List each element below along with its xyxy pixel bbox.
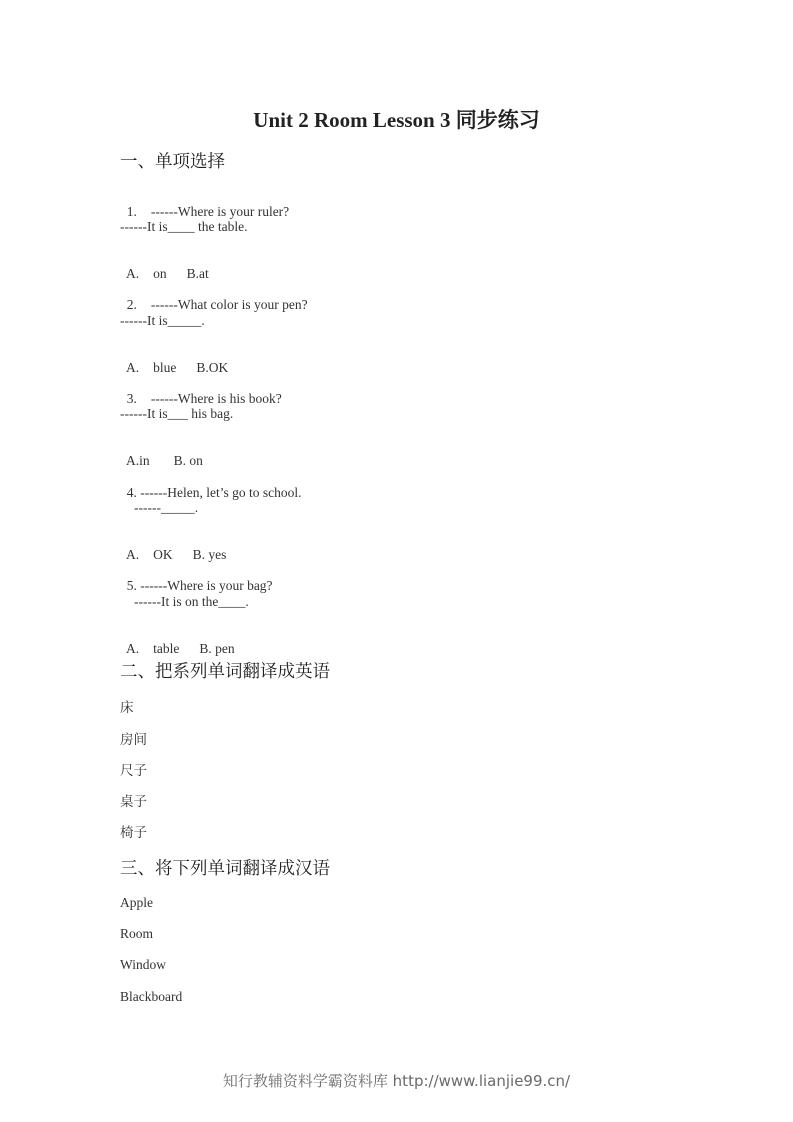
question-text: ------Where is your bag? [140, 578, 273, 593]
option-a: on [153, 266, 167, 281]
list-item: 尺子 [120, 763, 147, 779]
option-a: table [153, 641, 180, 656]
option-b: B. on [173, 453, 203, 468]
answer-line-3: ------It is___ his bag. [120, 406, 234, 421]
question-2 [120, 281, 308, 313]
option-a-label: A. [126, 547, 140, 562]
question-number: 3. [126, 391, 137, 406]
answer-line-5: ------It is on the____. [134, 594, 249, 609]
list-item: Window [120, 957, 166, 972]
question-number: 5. [126, 578, 137, 593]
question-number: 2. [126, 297, 137, 312]
question-text: ------What color is your pen? [150, 297, 308, 312]
section-heading-translate-to-chinese: 三、将下列单词翻译成汉语 [120, 859, 330, 879]
option-b: B.at [186, 266, 209, 281]
page-title: Unit 2 Room Lesson 3 同步练习 [253, 108, 540, 132]
option-b: B. pen [199, 641, 235, 656]
question-1 [120, 188, 289, 220]
list-item: 床 [120, 700, 134, 716]
question-text: ------Where is his book? [150, 391, 282, 406]
question-3 [120, 375, 282, 407]
question-4 [120, 469, 301, 501]
option-a-label: A.in [126, 453, 150, 468]
question-number: 4. [126, 485, 137, 500]
options-3 [120, 437, 203, 469]
question-text: ------Helen, let’s go to school. [140, 485, 302, 500]
option-a-label: A. [126, 641, 140, 656]
answer-line-4: ------_____. [134, 500, 199, 515]
option-a-label: A. [126, 266, 140, 281]
options-1 [120, 250, 209, 282]
list-item: 椅子 [120, 825, 147, 841]
section-heading-single-choice: 一、单项选择 [120, 152, 225, 172]
option-b: B.OK [196, 360, 229, 375]
options-5 [120, 625, 235, 657]
options-2 [120, 344, 228, 376]
list-item: Apple [120, 895, 153, 910]
section-heading-translate-to-english: 二、把系列单词翻译成英语 [120, 662, 330, 682]
question-text: ------Where is your ruler? [150, 204, 290, 219]
option-a-label: A. [126, 360, 140, 375]
question-number: 1. [126, 204, 137, 219]
options-4 [120, 531, 226, 563]
list-item: 桌子 [120, 794, 147, 810]
answer-line-2: ------It is_____. [120, 313, 205, 328]
question-5 [120, 562, 273, 594]
list-item: Blackboard [120, 989, 183, 1004]
option-a: blue [153, 360, 177, 375]
page-footer: 知行教辅资料学霸资料库 http://www.lianjie99.cn/ [222, 1072, 571, 1090]
option-b: B. yes [192, 547, 227, 562]
list-item: Room [120, 926, 154, 941]
option-a: OK [153, 547, 173, 562]
list-item: 房间 [120, 732, 147, 748]
answer-line-1: ------It is____ the table. [120, 219, 248, 234]
